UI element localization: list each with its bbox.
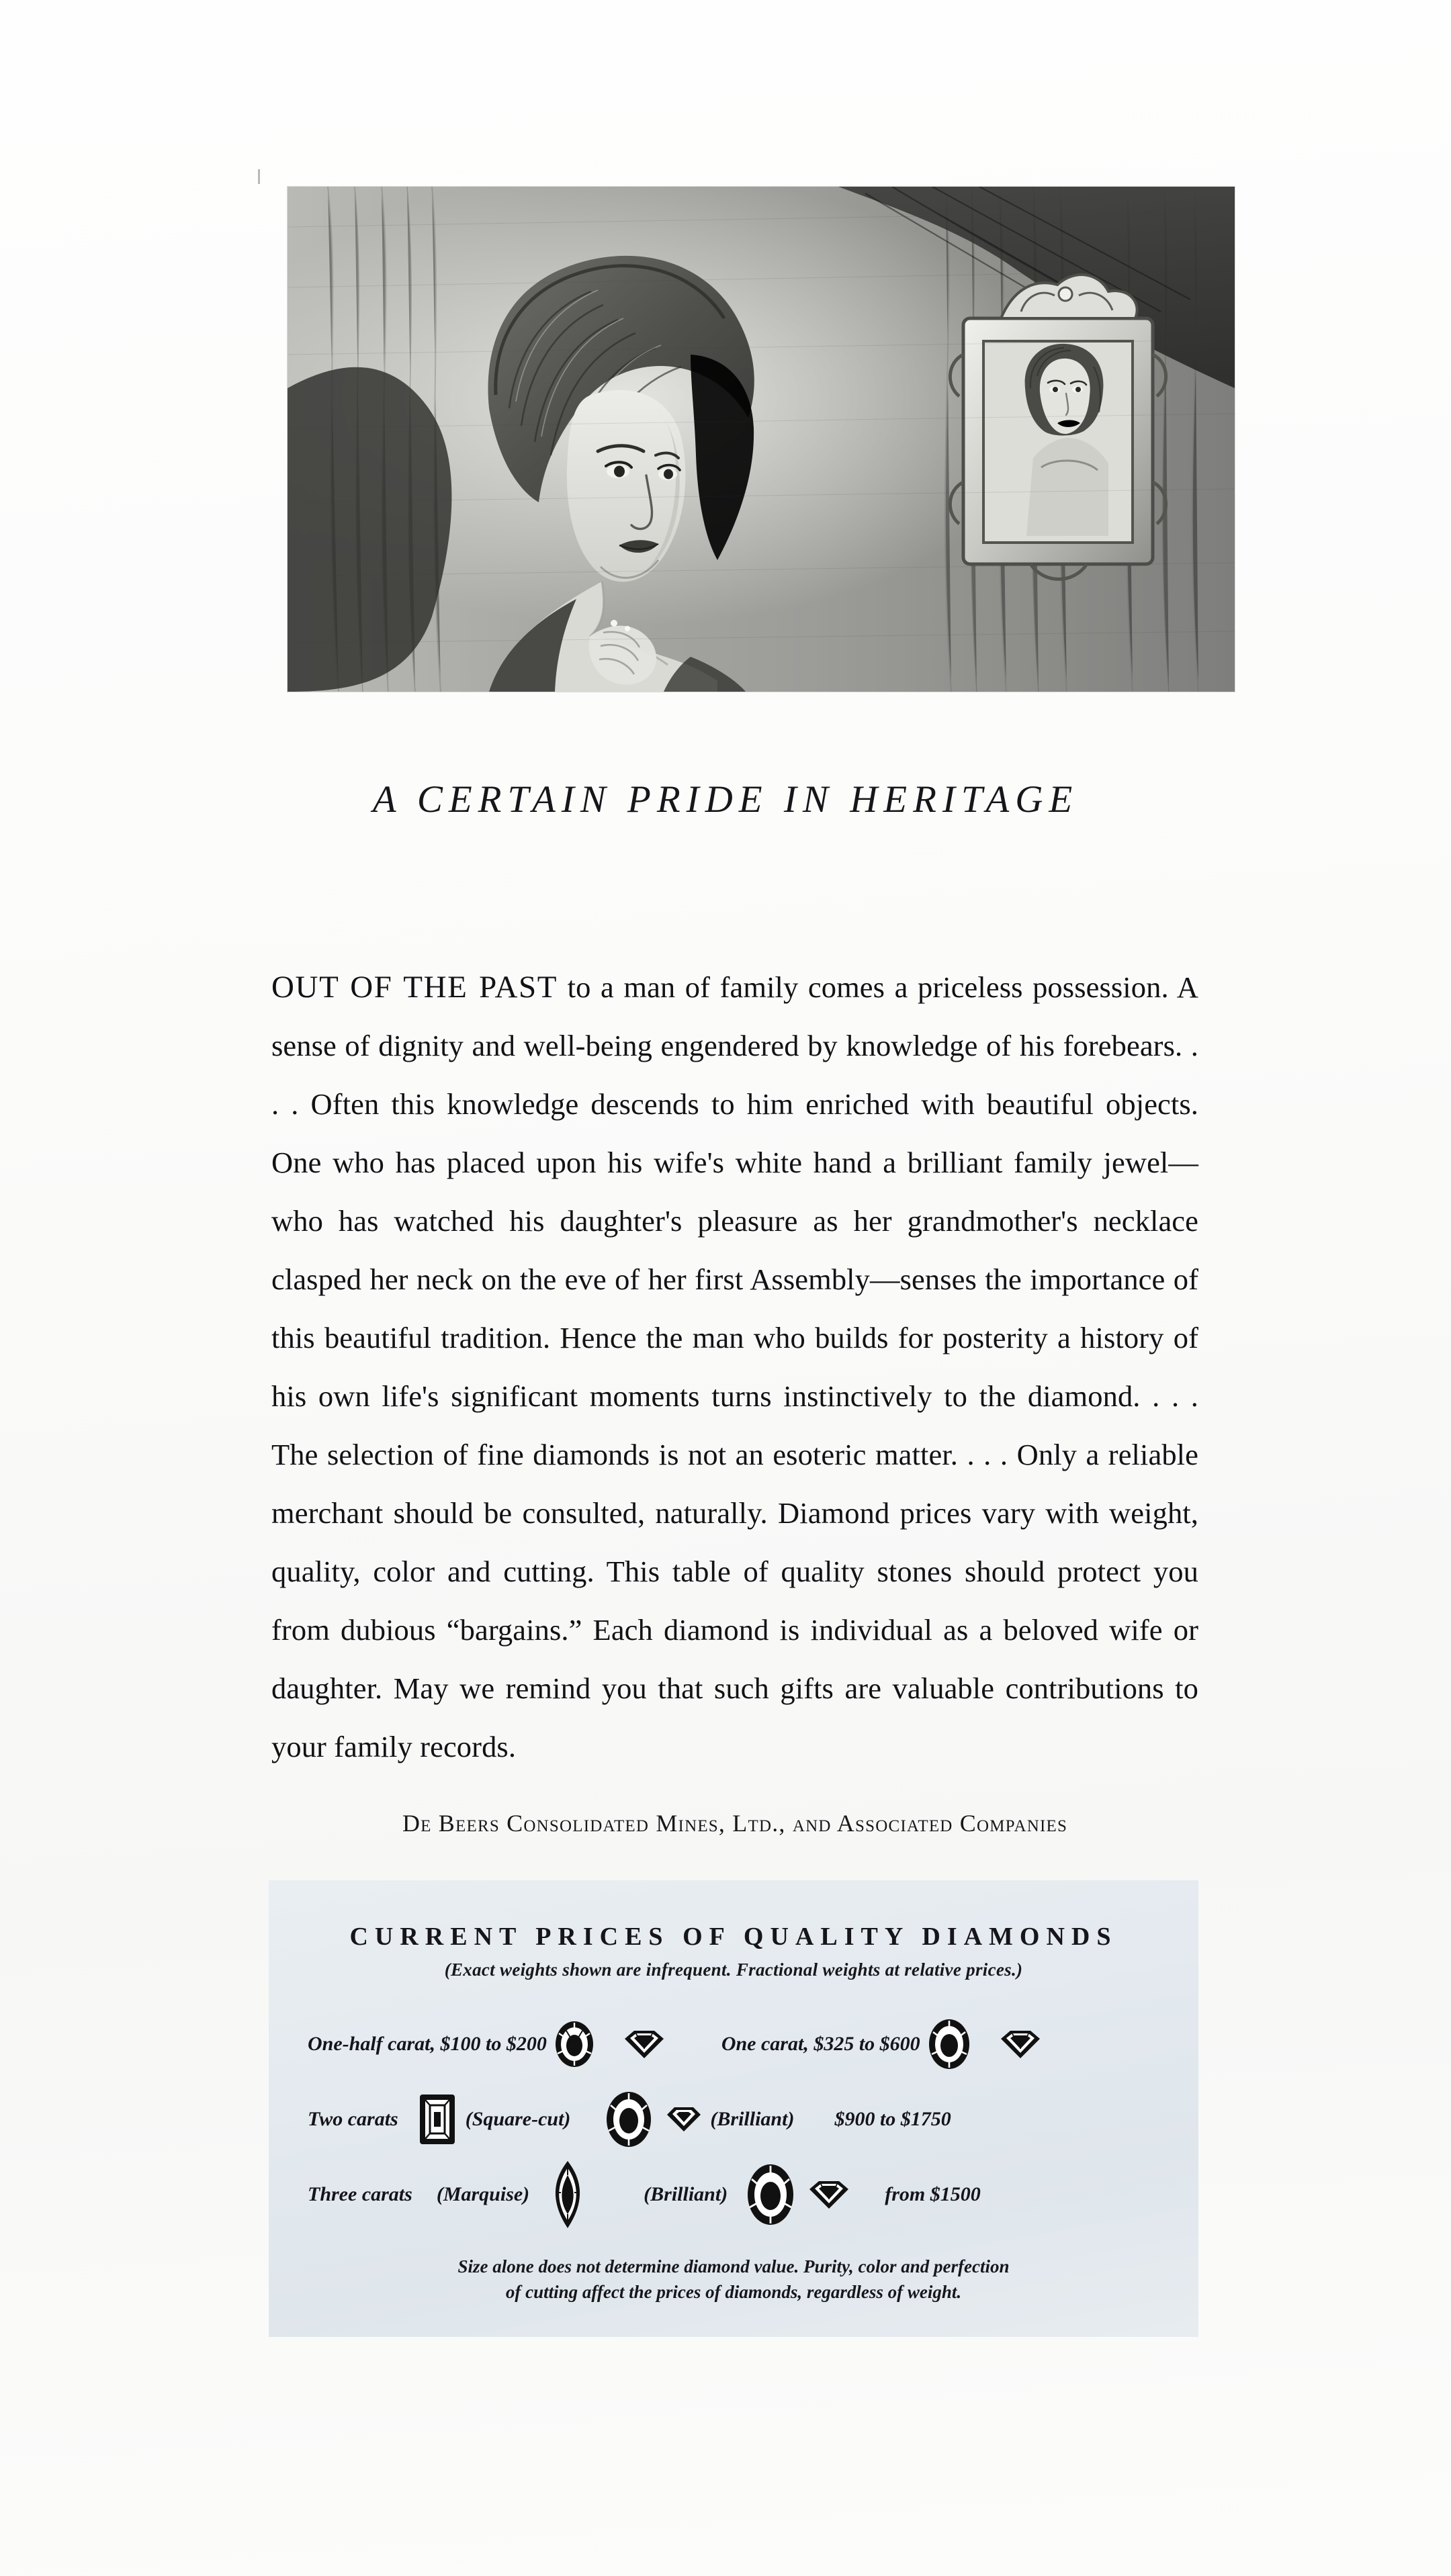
price-row-3-price: from $1500: [885, 2183, 981, 2205]
price-row-3-cut-2: (Brilliant): [644, 2183, 728, 2205]
price-row-3-weight: Three carats: [308, 2183, 412, 2205]
oval-brilliant-gem-icon: [745, 2163, 796, 2226]
woman-with-framed-portrait-illustration: [288, 187, 1235, 692]
price-table-footnote-line-2: of cutting affect the prices of diamonds, regardless of weight.: [505, 2282, 962, 2302]
price-table-rows: [301, 2007, 1166, 2232]
round-brilliant-gem-icon: [807, 2178, 851, 2211]
table-row: [301, 2007, 1166, 2082]
round-brilliant-gem-icon: [554, 2020, 595, 2068]
marquise-gem-icon: [998, 2027, 1043, 2061]
price-row-1-label-a: One-half carat, $100 to $200: [308, 2033, 547, 2055]
price-table-footnote-line-1: Size alone does not determine diamond value. Purity, color and perfection: [457, 2256, 1010, 2276]
round-brilliant-gem-icon: [927, 2018, 971, 2070]
price-row-2-weight: Two carats: [308, 2108, 398, 2130]
price-row-2-cut-2: (Brilliant): [710, 2108, 795, 2130]
price-table-title: CURRENT PRICES OF QUALITY DIAMONDS: [349, 1923, 1118, 1951]
price-table-panel: [269, 1880, 1198, 2337]
table-row: [301, 2157, 1166, 2232]
body-text: to a man of family comes a priceless possession. A sense of dignity and well-being engendered by knowledge of his forebears. . . . Often this knowledge descends to him enriched with beautiful objects. One who has placed upon his wife's white hand a brilliant family jewel—who has watched his daughter's pleasure as her grandmother's necklace clasped her neck on the eve of her first Assembly—senses the importance of this beautiful tradition. Hence the man who builds for posterity a history of his own life's significant moments turns instinctively to the diamond. . . . The selection of fine diamonds is not an esoteric matter. . . . Only a reliable merchant should be consulted, naturally. Diamond prices vary with weight, quality, color and cutting. This table of quality stones should protect you from dubious “bargains.” Each diamond is individual as a beloved wife or daughter. May we remind you that such gifts are valuable contributions to your family records.: [271, 970, 1198, 1763]
registration-tick-mark: [258, 169, 260, 184]
marquise-gem-icon: [547, 2159, 588, 2230]
oval-brilliant-gem-icon: [604, 2090, 654, 2148]
price-row-3-cut-1: (Marquise): [436, 2183, 530, 2205]
price-row-2-price: $900 to $1750: [834, 2108, 951, 2130]
price-row-2-cut-1: (Square-cut): [465, 2108, 571, 2130]
marquise-gem-icon: [622, 2027, 666, 2061]
emerald-cut-gem-icon: [416, 2090, 459, 2148]
small-brilliant-gem-icon: [664, 2105, 703, 2134]
advertiser-attribution: De Beers Consolidated Mines, Ltd., and Associated Companies: [402, 1810, 1068, 1837]
table-row: [301, 2082, 1166, 2157]
illustration-container: [288, 187, 1235, 692]
page-title: A CERTAIN PRIDE IN HERITAGE: [372, 778, 1079, 821]
price-table-subtitle: (Exact weights shown are infrequent. Fractional weights at relative prices.): [444, 1960, 1023, 1980]
price-table-footnote: [269, 2254, 1198, 2305]
price-row-1-label-b: One carat, $325 to $600: [721, 2033, 920, 2055]
body-lead-in: OUT OF THE PAST: [271, 969, 558, 1005]
body-paragraph: [271, 958, 1198, 1776]
